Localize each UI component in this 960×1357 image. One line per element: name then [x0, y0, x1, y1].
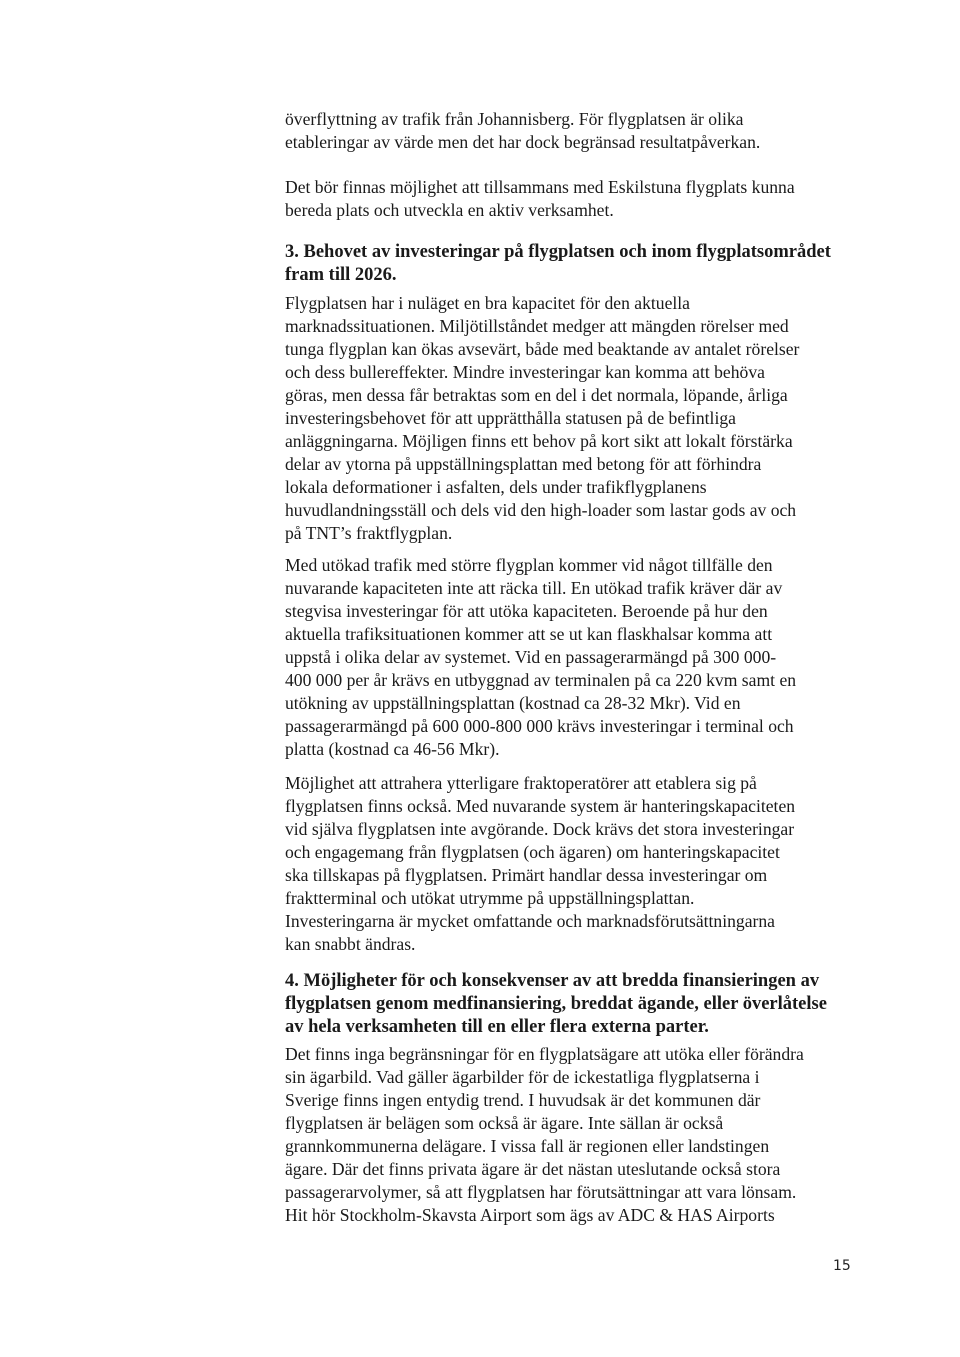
paragraph-agarbild [285, 1043, 855, 1227]
text-line: ska tillskapas på flygplatsen. Primärt handlar dessa investeringar om [285, 865, 768, 885]
text-line: stegvisa investeringar för att utöka kapaciteten. Beroende på hur den [285, 601, 768, 621]
text-line: Sverige finns ingen entydig trend. I huvudsak är det kommunen där [285, 1090, 761, 1110]
text-line: bereda plats och utveckla en aktiv verksamhet. [285, 200, 614, 220]
text-line: Hit hör Stockholm-Skavsta Airport som ägs av ADC & HAS Airports [285, 1205, 775, 1225]
section-heading-4 [285, 970, 855, 1039]
heading-line: 3. Behovet av investeringar på flygplatsen och inom flygplatsområdet [285, 242, 831, 262]
text-line: anläggningarna. Möjligen finns ett behov på kort sikt att lokalt förstärka [285, 431, 793, 451]
heading-line: av hela verksamheten till en eller flera externa parter. [285, 1017, 709, 1037]
text-line: på TNT’s fraktflygplan. [285, 523, 453, 543]
heading-line: 4. Möjligheter för och konsekvenser av att bredda finansieringen av [285, 971, 820, 991]
text-line: Det finns inga begränsningar för en flygplatsägare att utöka eller förändra [285, 1044, 804, 1064]
text-line: och dess bullereffekter. Mindre investeringar kan komma att behöva [285, 362, 765, 382]
text-line: Med utökad trafik med större flygplan kommer vid något tillfälle den [285, 555, 773, 575]
text-line: nuvarande kapaciteten inte att räcka till. En utökad trafik kräver där av [285, 578, 783, 598]
text-line: och engagemang från flygplatsen (och ägaren) om hanteringskapacitet [285, 842, 780, 862]
text-line: kan snabbt ändras. [285, 934, 416, 954]
text-line: utökning av uppställningsplattan (kostnad ca 28-32 Mkr). Vid en [285, 693, 741, 713]
text-line: tunga flygplan kan ökas avsevärt, både med beaktande av antalet rörelser [285, 339, 800, 359]
text-line: fraktterminal och utökat utrymme på uppställningsplattan. [285, 888, 695, 908]
text-line: huvudlandningsställ och dels vid den high-loader som lastar gods av och [285, 500, 797, 520]
text-line: flygplatsen är belägen som också är ägare. Inte sällan är också [285, 1113, 724, 1133]
paragraph-trafik-johannisberg [285, 108, 855, 154]
text-line: platta (kostnad ca 46-56 Mkr). [285, 739, 500, 759]
text-line: Investeringarna är mycket omfattande och marknadsförutsättningarna [285, 911, 775, 931]
text-line: Flygplatsen har i nuläget en bra kapacitet för den aktuella [285, 293, 690, 313]
page-number: 15 [833, 1258, 851, 1274]
text-line: marknadssituationen. Miljötillståndet medger att mängden rörelser med [285, 316, 789, 336]
text-line: grannkommunerna delägare. I vissa fall är regionen eller landstingen [285, 1136, 770, 1156]
text-line: etableringar av värde men det har dock begränsad resultatpåverkan. [285, 132, 761, 152]
text-line: uppstå i olika delar av systemet. Vid en passagerarmängd på 300 000- [285, 647, 777, 667]
text-line: aktuella trafiksituationen kommer att se ut kan flaskhalsar komma att [285, 624, 773, 644]
text-line: lokala deformationer i asfalten, dels under trafikflygplanens [285, 477, 707, 497]
heading-line: flygplatsen genom medfinansiering, breddat ägande, eller överlåtelse [285, 994, 827, 1014]
section-heading-3 [285, 241, 855, 287]
heading-line: fram till 2026. [285, 265, 397, 285]
text-line: vid själva flygplatsen inte avgörande. Dock krävs det stora investeringar [285, 819, 795, 839]
text-line: investeringsbehovet för att upprätthålla statusen på de befintliga [285, 408, 736, 428]
text-line: Möjlighet att attrahera ytterligare fraktoperatörer att etablera sig på [285, 773, 757, 793]
text-line: flygplatsen finns också. Med nuvarande system är hanteringskapaciteten [285, 796, 796, 816]
paragraph-kapacitet [285, 292, 855, 545]
text-line: ägare. Där det finns privata ägare är det nästan uteslutande också stora [285, 1159, 781, 1179]
text-line: Det bör finnas möjlighet att tillsammans med Eskilstuna flygplats kunna [285, 177, 795, 197]
text-line: passagerarmängd på 600 000-800 000 krävs investeringar i terminal och [285, 716, 794, 736]
paragraph-eskilstuna [285, 176, 855, 222]
text-line: sin ägarbild. Vad gäller ägarbilder för de ickestatliga flygplatserna i [285, 1067, 760, 1087]
text-line: delar av ytorna på uppställningsplattan med betong för att förhindra [285, 454, 762, 474]
text-line: 400 000 per år krävs en utbyggnad av terminalen på ca 220 kvm samt en [285, 670, 797, 690]
text-line: överflyttning av trafik från Johannisberg. För flygplatsen är olika [285, 109, 744, 129]
paragraph-utokad-trafik [285, 554, 855, 761]
paragraph-fraktoperatorer [285, 772, 855, 956]
text-line: göras, men dessa får betraktas som en del i det normala, löpande, årliga [285, 385, 788, 405]
text-line: passagerarvolymer, så att flygplatsen har förutsättningar att vara lönsam. [285, 1182, 797, 1202]
